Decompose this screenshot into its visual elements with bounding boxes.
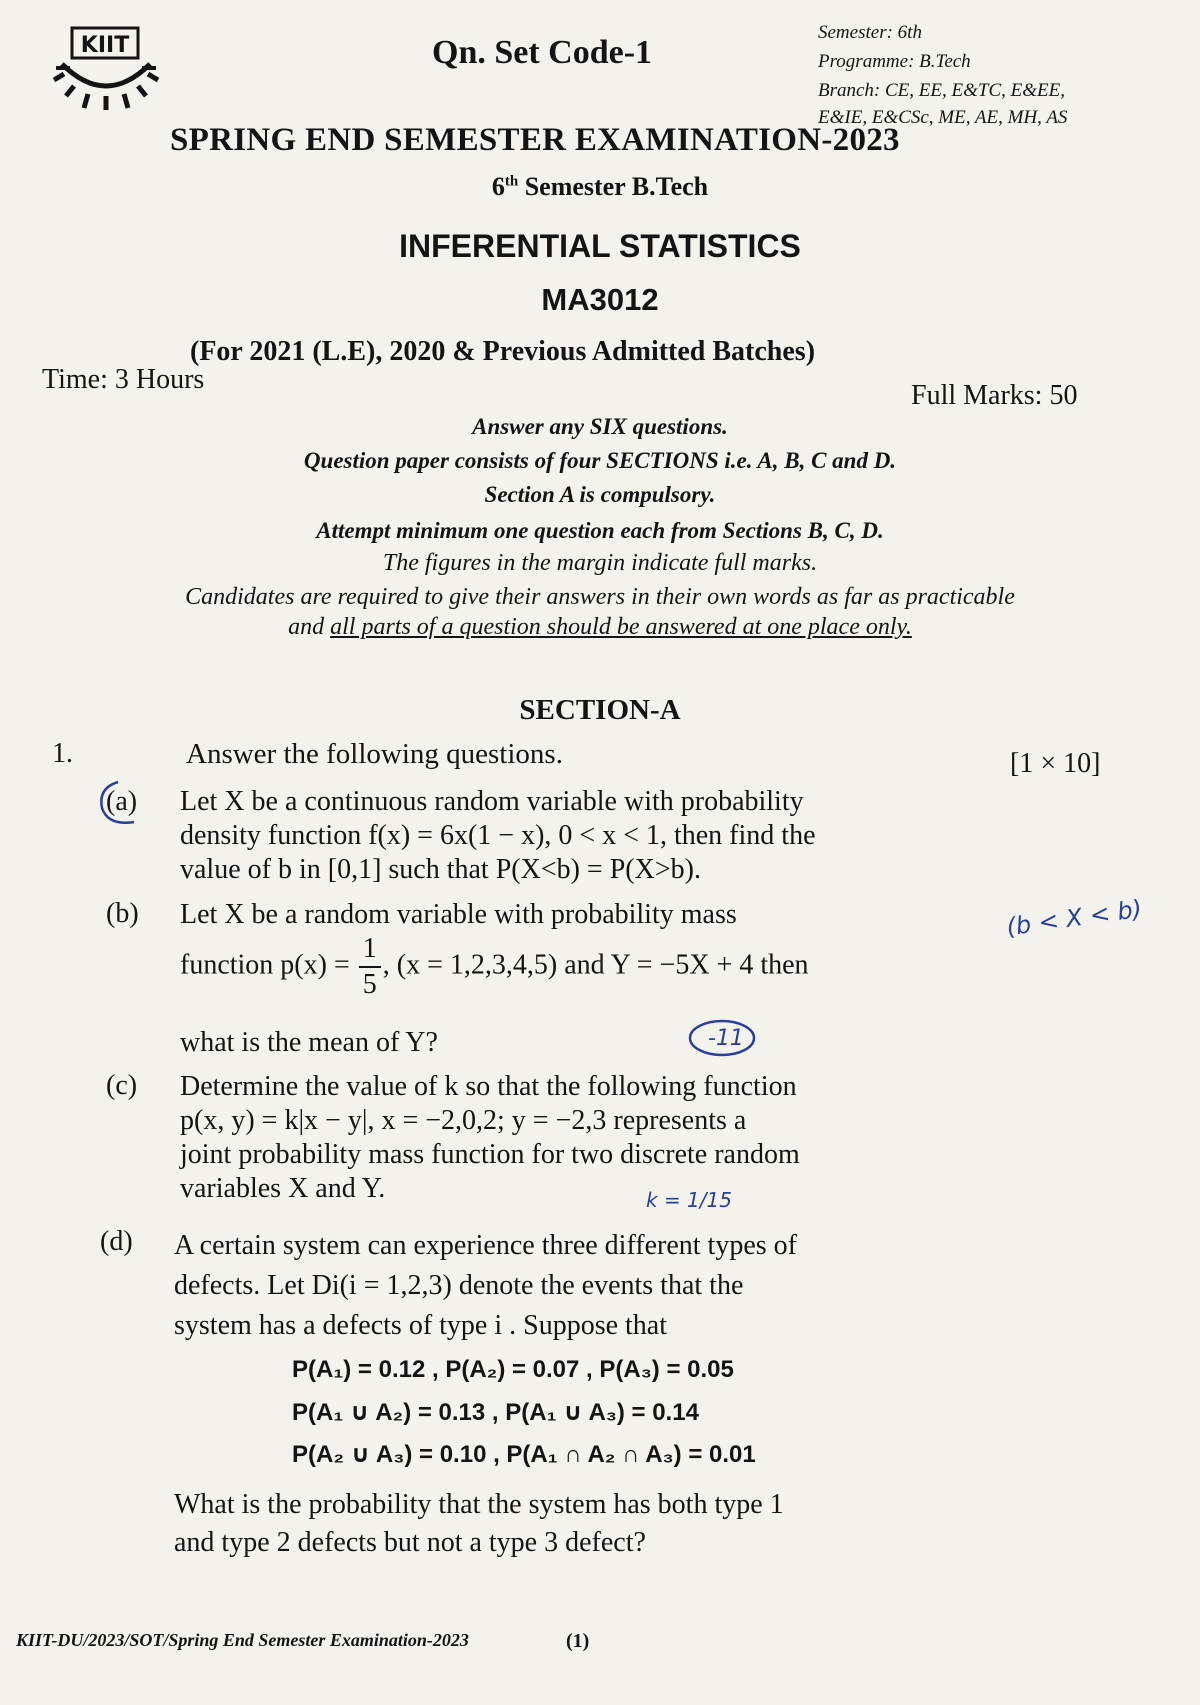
kiit-logo	[52, 22, 160, 112]
part-b-label: (b)	[106, 898, 139, 929]
candidates-note-line1: Candidates are required to give their answers in their own words as far as practicable	[185, 584, 1015, 610]
question-marks: [1 × 10]	[1010, 748, 1101, 779]
instruction-line: The figures in the margin indicate full marks.	[382, 550, 818, 576]
meta-semester: Semester: 6th	[818, 22, 922, 43]
equation-line: P(A₁ ∪ A₂) = 0.13 , P(A₁ ∪ A₃) = 0.14	[292, 1399, 699, 1426]
handwritten-note-b: (b < X < b)	[1004, 894, 1144, 942]
section-a-title: SECTION-A	[519, 694, 681, 726]
set-code: Qn. Set Code-1	[432, 34, 653, 71]
instruction-line: Section A is compulsory.	[484, 482, 716, 507]
exam-time: Time: 3 Hours	[42, 364, 205, 395]
footer-text: KIIT-DU/2023/SOT/Spring End Semester Examination-2023	[16, 1630, 469, 1650]
candidates-note-line2: and all parts of a question should be answered at one place only.	[288, 614, 912, 640]
part-d-label: (d)	[100, 1226, 133, 1257]
full-marks: Full Marks: 50	[911, 380, 1078, 411]
meta-branch-cont: E&IE, E&CSc, ME, AE, MH, AS	[818, 107, 1068, 128]
batches-line: (For 2021 (L.E), 2020 & Previous Admitted Batches)	[190, 336, 816, 367]
handwritten-k-answer: k = 1/15	[646, 1188, 732, 1212]
part-a-text: Let X be a continuous random variable with probability density function f(x) = 6x(1 − x), 0 < x < 1, then find the value of b in [0,1] such that P(X<b) = P(X>b).	[180, 786, 816, 885]
handwritten-mean-answer: -11	[708, 1026, 744, 1051]
equation-line: P(A₂ ∪ A₃) = 0.10 , P(A₁ ∩ A₂ ∩ A₃) = 0.01	[292, 1441, 756, 1468]
meta-branch: Branch: CE, EE, E&TC, E&EE,	[818, 80, 1065, 101]
instruction-line: Attempt minimum one question each from Sections B, C, D.	[316, 518, 884, 543]
subject-title: INFERENTIAL STATISTICS	[399, 228, 801, 264]
page-number: (1)	[566, 1630, 590, 1652]
part-b-line1: Let X be a random variable with probability mass	[180, 899, 737, 930]
circle-mark	[96, 778, 156, 828]
subject-code: MA3012	[541, 282, 659, 317]
semester-line: 6th Semester B.Tech	[491, 172, 709, 201]
part-d-text: A certain system can experience three different types of defects. Let Di(i = 1,2,3) denote the events that the system has a defects of type i . Suppose that	[174, 1230, 797, 1341]
part-b-line2: function p(x) = $\frac{1}{5}$ , (x = 1,2,3,4,5) and Y = −5X + 4 then	[180, 933, 809, 1000]
question-number: 1.	[52, 738, 73, 769]
equation-line: P(A₁) = 0.12 , P(A₂) = 0.07 , P(A₃) = 0.05	[292, 1356, 734, 1383]
exam-title: SPRING END SEMESTER EXAMINATION-2023	[170, 122, 900, 158]
meta-programme: Programme: B.Tech	[818, 51, 971, 72]
part-d-question: What is the probability that the system has both type 1 and type 2 defects but not a type 3 defect?	[174, 1489, 784, 1558]
part-c-label: (c)	[106, 1070, 138, 1101]
svg-text:KIIT: KIIT	[80, 33, 130, 58]
part-a-label: (a)	[106, 786, 138, 817]
question-heading: Answer the following questions.	[186, 738, 563, 770]
part-c-text: Determine the value of k so that the following function p(x, y) = k|x − y|, x = −2,0,2; y = −2,3 represents a joint probability mass function for two discrete random variables X and Y.	[180, 1071, 800, 1204]
instruction-line: Question paper consists of four SECTIONS i.e. A, B, C and D.	[303, 448, 897, 473]
handwritten-circle	[686, 1016, 758, 1060]
part-b-line3: what is the mean of Y?	[180, 1027, 438, 1058]
instruction-line: Answer any SIX questions.	[472, 414, 728, 439]
